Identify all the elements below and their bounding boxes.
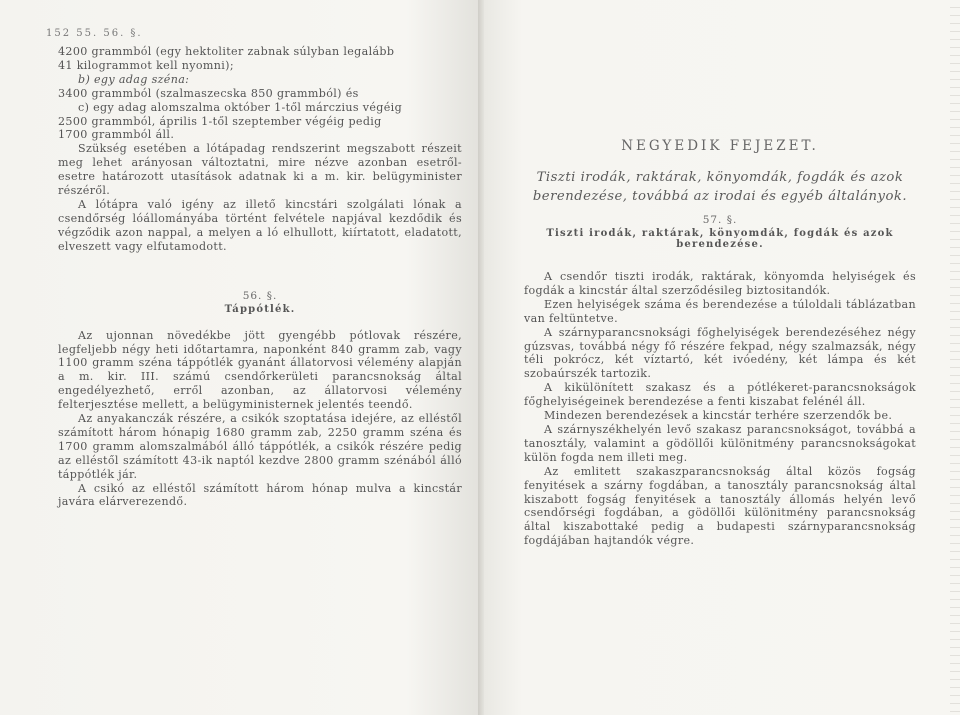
section-number: 56. §. <box>242 289 278 302</box>
paragraph: A szárnyparancsnoksági főghelyiségek berendezéséhez négy gúzsvas, továbbá négy fő részére fekpad, négy szalmazsák, négy téli pokrócz, két víztartó, két ivóedény, két lámpa és két szobaúrszék tartozik. <box>524 325 916 381</box>
chapter-heading: NEGYEDIK FEJEZET. <box>621 138 819 154</box>
intro-lines <box>58 45 462 142</box>
section-title: Tiszti irodák, raktárak, könyomdák, fogdák és azok berendezése. <box>546 228 894 250</box>
text-line: 2500 grammból, április 1-től szeptember végéig pedig <box>58 114 382 128</box>
paragraph: A csikó az elléstől számított három hónap mulva a kincstár javára elárverezendő. <box>58 481 462 509</box>
page-header: 152 55. 56. §. <box>46 28 143 39</box>
left-page <box>0 0 478 715</box>
paragraph: Mindezen berendezések a kincstár terhére szerzendők be. <box>544 409 893 423</box>
paragraph: A kikülönített szakasz és a pótlékeret-parancsnokságok főghelyiségeinek berendezése a fenti kiszabat felénél áll. <box>524 381 916 409</box>
right-page <box>484 0 960 715</box>
section-title: Táppótlék. <box>224 303 296 315</box>
paragraph: Ezen helyiségek száma és berendezése a túloldali táblázatban van feltüntetve. <box>524 297 916 325</box>
paragraph: A lótápra való igény az illető kincstári szolgálati lónak a csendőrség lóállományába történt felvétele napjával kezdődik és végződik azon nappal, a melyen a ló elhullott, kiírtatott, eladatott, elveszett vagy elfutamodott. <box>58 197 462 253</box>
paragraph: Szükség esetében a lótápadag rendszerint megszabott részeit meg lehet arányosan változtatni, mire nézve azonban esetről-esetre határozott utasítások adatnak ki a m. kir. belügyminister részéről. <box>58 142 462 198</box>
text-line: c) egy adag alomszalma október 1-től márczius végéig <box>78 100 403 114</box>
chapter-title: Tiszti irodák, raktárak, könyomdák, fogdák és azok berendezése, továbbá az irodai és egyéb általányok. <box>532 170 908 204</box>
section-number: 57. §. <box>702 214 738 226</box>
text-line: b) egy adag széna: <box>78 72 190 86</box>
text-line: 41 kilogrammot kell nyomni); <box>58 58 234 72</box>
paragraph: Az emlitett szakaszparancsnokság által közös fogság fenyitések a szárny fogdában, a tanosztály parancsnokság által kiszabott fogság fenyitések a tanosztály állomás helyén levő csendőrségi fogdában, a gödöllői különitmény parancsnokság által kiszabottaké pedig a budapesti szárnyparancsnokság fogdájában hajtandók végre. <box>524 464 916 548</box>
paragraph: A szárnyszékhelyén levő szakasz parancsnokságot, továbbá a tanosztály, valamint a gödöllői különitmény parancsnokságokat külön fogda nem illeti meg. <box>524 422 916 464</box>
paragraph: Az ujonnan növedékbe jött gyengébb pótlovak részére, legfeljebb négy heti időtartamra, naponként 840 gramm zab, vagy 1100 gramm széna táppótlék gyanánt állatorvosi vélemény alapján a m. kir. III. számú csendőrkerületi parancsnokság által engedélyezhető, erről azonban, az állatorvosi vélemény felterjesztése mellett, a belügyministernek jelentés teendő. <box>58 328 462 412</box>
text-line: 1700 grammból áll. <box>58 128 175 142</box>
text-line: 3400 grammból (szalmaszecska 850 grammból) és <box>58 86 359 100</box>
paragraph: Az anyakanczák részére, a csikók szoptatása idejére, az elléstől számított három hónapig 1680 gramm zab, 2250 gramm széna és 1700 gramm alomszalmából álló táppótlék, a csikók részére pedig az elléstől számított 43-ik naptól kezdve 2800 gramm szénából álló táppótlék jár. <box>58 412 462 481</box>
page-edge <box>950 0 960 715</box>
paragraph: A csendőr tiszti irodák, raktárak, könyomda helyiségek és fogdák a kincstár által szerződésileg biztositandók. <box>524 270 916 297</box>
text-line: 4200 grammból (egy hektoliter zabnak súlyban legalább <box>58 45 395 58</box>
